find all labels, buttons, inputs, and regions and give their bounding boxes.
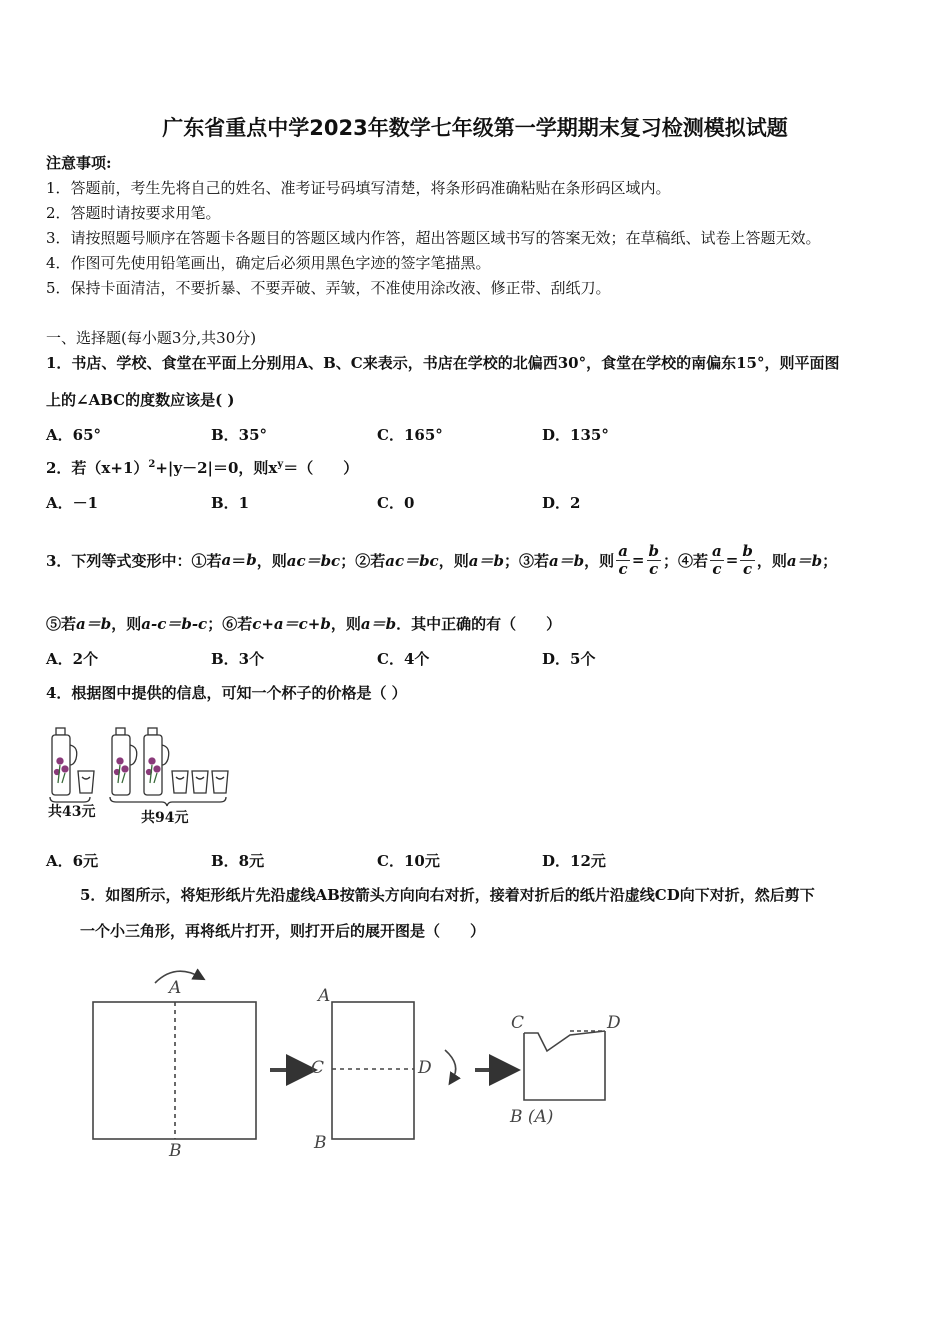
label-b: B [314,1133,327,1153]
option-b: B．35° [211,426,268,444]
question-5-line2: 一个小三角形，再将纸片打开，则打开后的展开图是（ ） [80,922,486,940]
group-2-total-label: 共94元 [141,810,189,826]
option-c: C．10元 [377,852,440,870]
final-paper [524,1031,605,1100]
option-a: A．6元 [46,852,99,870]
label-a: A [318,986,331,1006]
question-4: 4．根据图中提供的信息，可知一个杯子的价格是（ ） [46,684,407,702]
question-1-line1: 1．书店、学校、食堂在平面上分别用A、B、C来表示，书店在学校的北偏西30°，食堂在学校的南偏东15°，则平面图 [46,354,840,372]
option-a: A．65° [46,426,102,444]
option-a: A．2个 [46,650,99,668]
cup-icon [212,771,228,793]
label-d: D [607,1013,621,1033]
label-c: C [311,1058,325,1078]
question-3-line2: ⑤若a＝b，则a-c＝b-c；⑥若c+a＝c+b，则a＝b．其中正确的有（ ） [46,615,562,633]
question-2: 2．若$(x+1)^2+|y-2|=0$，则$x^y=$（ ） [46,459,359,477]
notice-item: 3．请按照题号顺序在答题卡各题目的答题区域内作答，超出答题区域书写的答案无效；在草稿纸、试卷上答题无效。 [46,229,821,247]
label-b: B [169,1141,182,1161]
question-5-line1: 5．如图所示，将矩形纸片先沿虚线AB按箭头方向向右对折，接着对折后的纸片沿虚线CD向下对折，然后剪下 [80,886,815,904]
fraction-a-over-c: $\frac{a}{c}$ [712,541,722,578]
fraction-b-over-c: $\frac{b}{c}$ [648,541,659,578]
question-1-line2: 上的∠ABC的度数应该是( ) [46,391,235,409]
folded-paper [332,1002,414,1139]
notice-item: 4．作图可先使用铅笔画出，确定后必须用黑色字迹的签字笔描黑。 [46,254,491,272]
option-d: D．5个 [542,650,596,668]
option-c: C．165° [377,426,443,444]
option-c: C．4个 [377,650,430,668]
thermos-icon [52,728,77,795]
label-d: D [418,1058,432,1078]
label-a: A [169,978,182,998]
option-d: D．135° [542,426,609,444]
notice-item: 2．答题时请按要求用笔。 [46,204,221,222]
option-c: C．0 [377,494,415,512]
option-b: B．8元 [211,852,265,870]
cut-triangle [524,1031,605,1051]
thermos-icon [144,728,169,795]
option-d: D．2 [542,494,581,512]
thermos-icon [112,728,137,795]
label-b-a: B (A) [510,1107,554,1127]
paper-folding-figure [80,955,640,1170]
fraction-a-over-c: $\frac{a}{c}$ [618,541,628,578]
option-d: D．12元 [542,852,606,870]
option-a: A．－1 [46,494,99,512]
notice-item: 1．答题前，考生先将自己的姓名、准考证号码填写清楚，将条形码准确粘贴在条形码区域内。 [46,179,671,197]
fold-arrow-icon [445,1050,456,1080]
label-c: C [511,1013,525,1033]
group-1-total-label: 共43元 [48,804,96,820]
notice-heading: 注意事项: [46,154,112,172]
page-title: 广东省重点中学2023年数学七年级第一学期期末复习检测模拟试题 [162,116,788,140]
question-3-line1: 3．下列等式变形中：①若 a ＝ b ，则 ac＝bc ；②若 ac＝bc ，则 a＝b ；③若 a＝b ，则 $\frac{a}{c}$ = $\frac{b}{c}$ ；④若 $\frac{a}{c}$ = $\frac{b}{c}$ ，则 a＝b ； [46,541,838,578]
cup-icon [192,771,208,793]
notice-item: 5．保持卡面清洁，不要折暴、不要弄破、弄皱，不准使用涂改液、修正带、刮纸刀。 [46,279,611,297]
fraction-b-over-c: $\frac{b}{c}$ [742,541,753,578]
option-b: B．1 [211,494,250,512]
bracket-icon [110,797,226,806]
cup-icon [78,771,94,793]
option-b: B．3个 [211,650,265,668]
section-heading: 一、选择题(每小题3分,共30分) [46,329,257,347]
cup-icon [172,771,188,793]
rectangle-paper [93,1002,256,1139]
